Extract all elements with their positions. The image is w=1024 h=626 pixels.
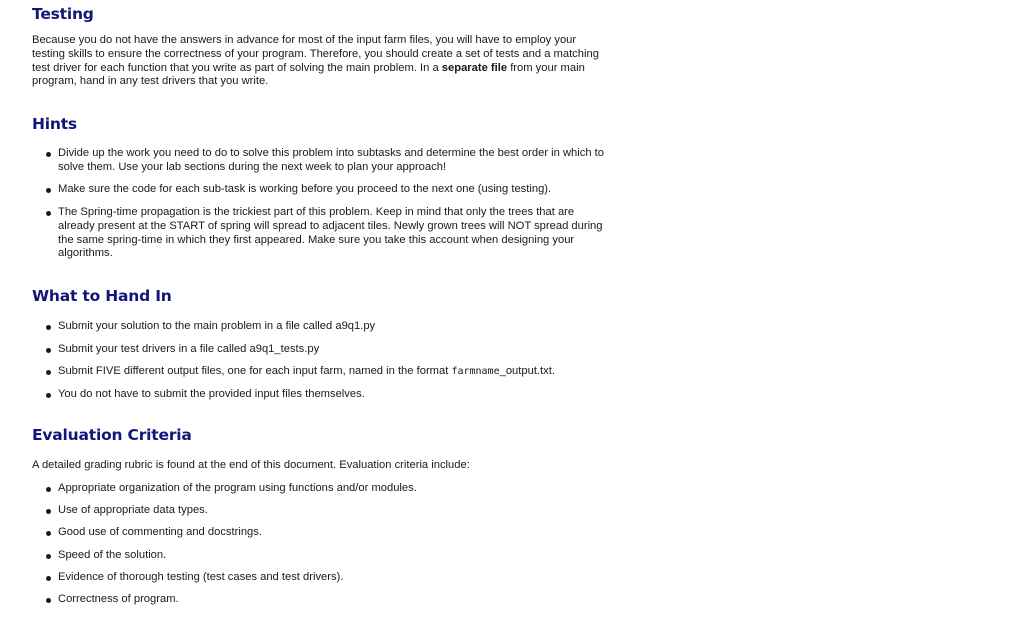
hand-in-item-3-post: _output.txt. (499, 365, 555, 378)
farmname-code: farmname (451, 366, 500, 378)
list-item: Evidence of thorough testing (test cases and test drivers). (58, 571, 606, 585)
list-item: Good use of commenting and docstrings. (58, 526, 606, 540)
testing-text-2: from your main program, hand in any test drivers that you write. (32, 61, 585, 88)
list-item: Use of appropriate data types. (58, 504, 606, 518)
hand-in-item-3-pre: Submit FIVE different output files, one for each input farm, named in the format (58, 365, 452, 378)
hand-in-list (32, 320, 606, 410)
testing-text-bold: separate file (441, 61, 508, 74)
section-heading-testing: Testing (32, 5, 94, 23)
list-item: Correctness of program. (58, 593, 606, 607)
list-item: Speed of the solution. (58, 549, 606, 563)
testing-text-1: Because you do not have the answers in advance for most of the input farm files, you will have to employ your testing skills to ensure the correctness of your program. Therefore, you should create a set of tests and a matching test driver for each function that you write as part of solving the main problem. In a (32, 34, 599, 74)
hints-list (32, 147, 606, 270)
list-item: Submit your test drivers in a file called a9q1_tests.py (58, 343, 606, 357)
section-heading-evaluation: Evaluation Criteria (32, 426, 192, 444)
testing-paragraph (32, 34, 606, 89)
list-item: The Spring-time propagation is the trickiest part of this problem. Keep in mind that only the trees that are already present at the START of spring will spread to adjacent tiles. Newly grown trees will NOT spread during the same spring-time in which they first appeared. Make sure you take this account when designing your algorithms. (58, 206, 606, 261)
evaluation-list (32, 482, 606, 615)
section-heading-hints: Hints (32, 115, 77, 133)
list-item (58, 365, 606, 379)
list-item: You do not have to submit the provided input files themselves. (58, 388, 606, 402)
section-heading-hand-in: What to Hand In (32, 287, 172, 305)
list-item: Make sure the code for each sub-task is working before you proceed to the next one (using testing). (58, 183, 606, 197)
list-item: Appropriate organization of the program using functions and/or modules. (58, 482, 606, 496)
list-item: Divide up the work you need to do to solve this problem into subtasks and determine the best order in which to solve them. Use your lab sections during the next week to plan your approach! (58, 147, 605, 173)
evaluation-intro: A detailed grading rubric is found at the end of this document. Evaluation criteria include: (32, 459, 470, 471)
list-item: Submit your solution to the main problem in a file called a9q1.py (58, 320, 606, 334)
